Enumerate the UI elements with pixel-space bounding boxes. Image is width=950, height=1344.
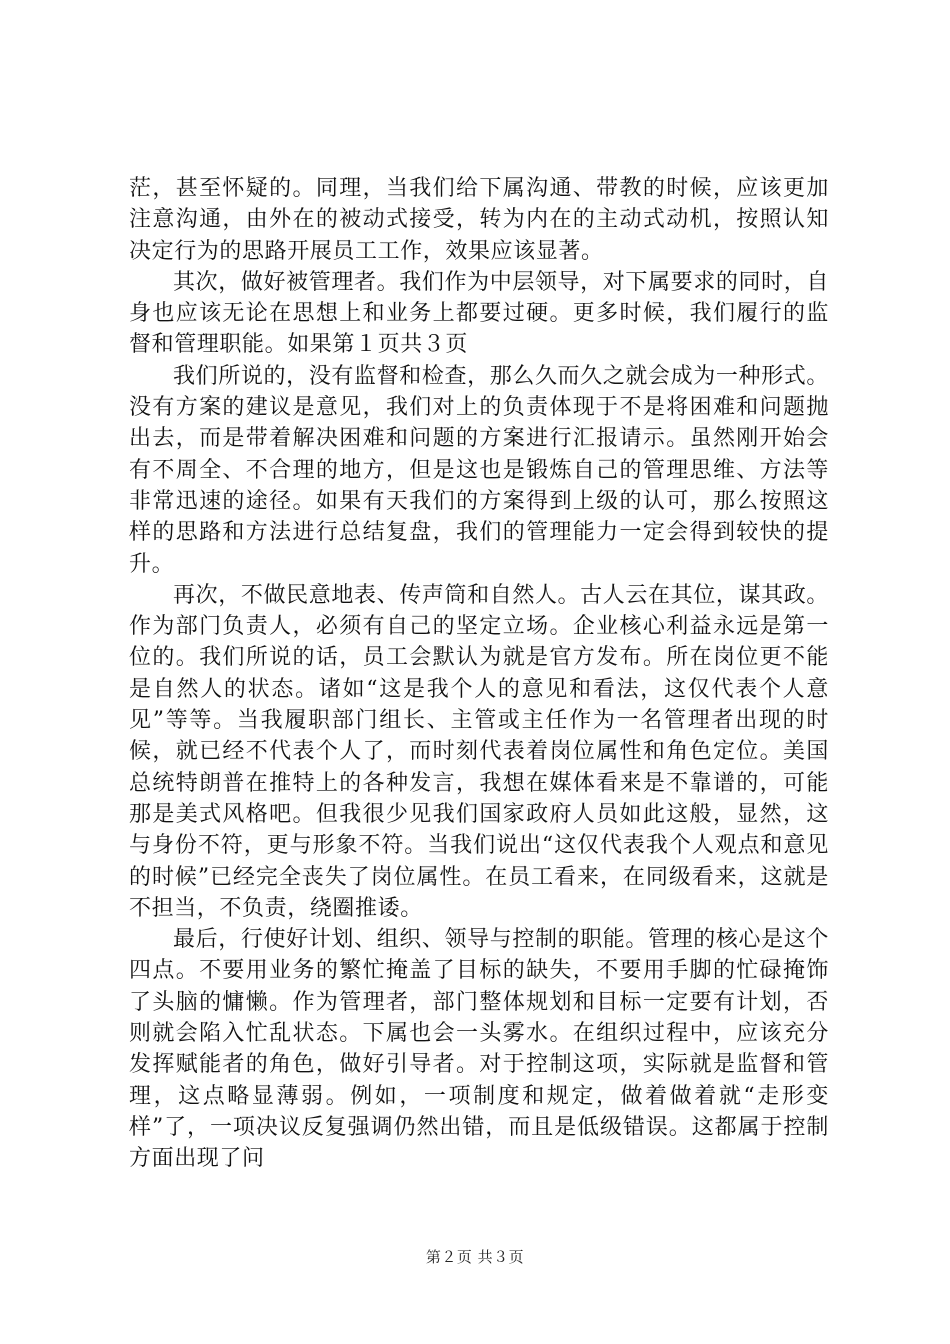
paragraph: 茫，甚至怀疑的。同理，当我们给下属沟通、带教的时候，应该更加注意沟通，由外在的被动式接受，转为内在的主动式动机，按照认知决定行为的思路开展员工工作，效果应该显著。 <box>129 176 829 264</box>
page-footer: 第２页 共３页 <box>425 1248 525 1266</box>
paragraph: 再次，不做民意地表、传声筒和自然人。古人云在其位，谋其政。作为部门负责人，必须有自己的坚定立场。企业核心利益永远是第一位的。我们所说的话，员工会默认为就是官方发布。所在岗位更不能是自然人的状态。诸如“这是我个人的意见和看法，这仅代表个人意见”等等。当我履职部门组长、主管或主任作为一名管理者出现的时候，就已经不代表个人了，而时刻代表着岗位属性和角色定位。美国总统特朗普在推特上的各种发言，我想在媒体看来是不靠谱的，可能那是美式风格吧。但我很少见我们国家政府人员如此这般，显然，这与身份不符，更与形象不符。当我们说出“这仅代表我个人观点和意见的时候”已经完全丧失了岗位属性。在员工看来，在同级看来，这就是不担当，不负责，绕圈推诿。 <box>129 582 829 921</box>
paragraph: 最后，行使好计划、组织、领导与控制的职能。管理的核心是这个四点。不要用业务的繁忙掩盖了目标的缺失，不要用手脚的忙碌掩饰了头脑的慵懒。作为管理者，部门整体规划和目标一定要有计划，否则就会陷入忙乱状态。下属也会一头雾水。在组织过程中，应该充分发挥赋能者的角色，做好引导者。对于控制这项，实际就是监督和管理，这点略显薄弱。例如，一项制度和规定，做着做着就“走形变样”了，一项决议反复强调仍然出错，而且是低级错误。这都属于控制方面出现了问 <box>129 927 829 1172</box>
paragraph: 其次，做好被管理者。我们作为中层领导，对下属要求的同时，自身也应该无论在思想上和业务上都要过硬。更多时候，我们履行的监督和管理职能。如果第１页共３页 <box>129 269 829 358</box>
document-body <box>129 173 829 1175</box>
paragraph: 我们所说的，没有监督和检查，那么久而久之就会成为一种形式。没有方案的建议是意见，我们对上的负责体现于不是将困难和问题抛出去，而是带着解决困难和问题的方案进行汇报请示。虽然刚开始会有不周全、不合理的地方，但是这也是锻炼自己的管理思维、方法等非常迅速的途径。如果有天我们的方案得到上级的认可，那么按照这样的思路和方法进行总结复盘，我们的管理能力一定会得到较快的提升。 <box>129 363 829 577</box>
